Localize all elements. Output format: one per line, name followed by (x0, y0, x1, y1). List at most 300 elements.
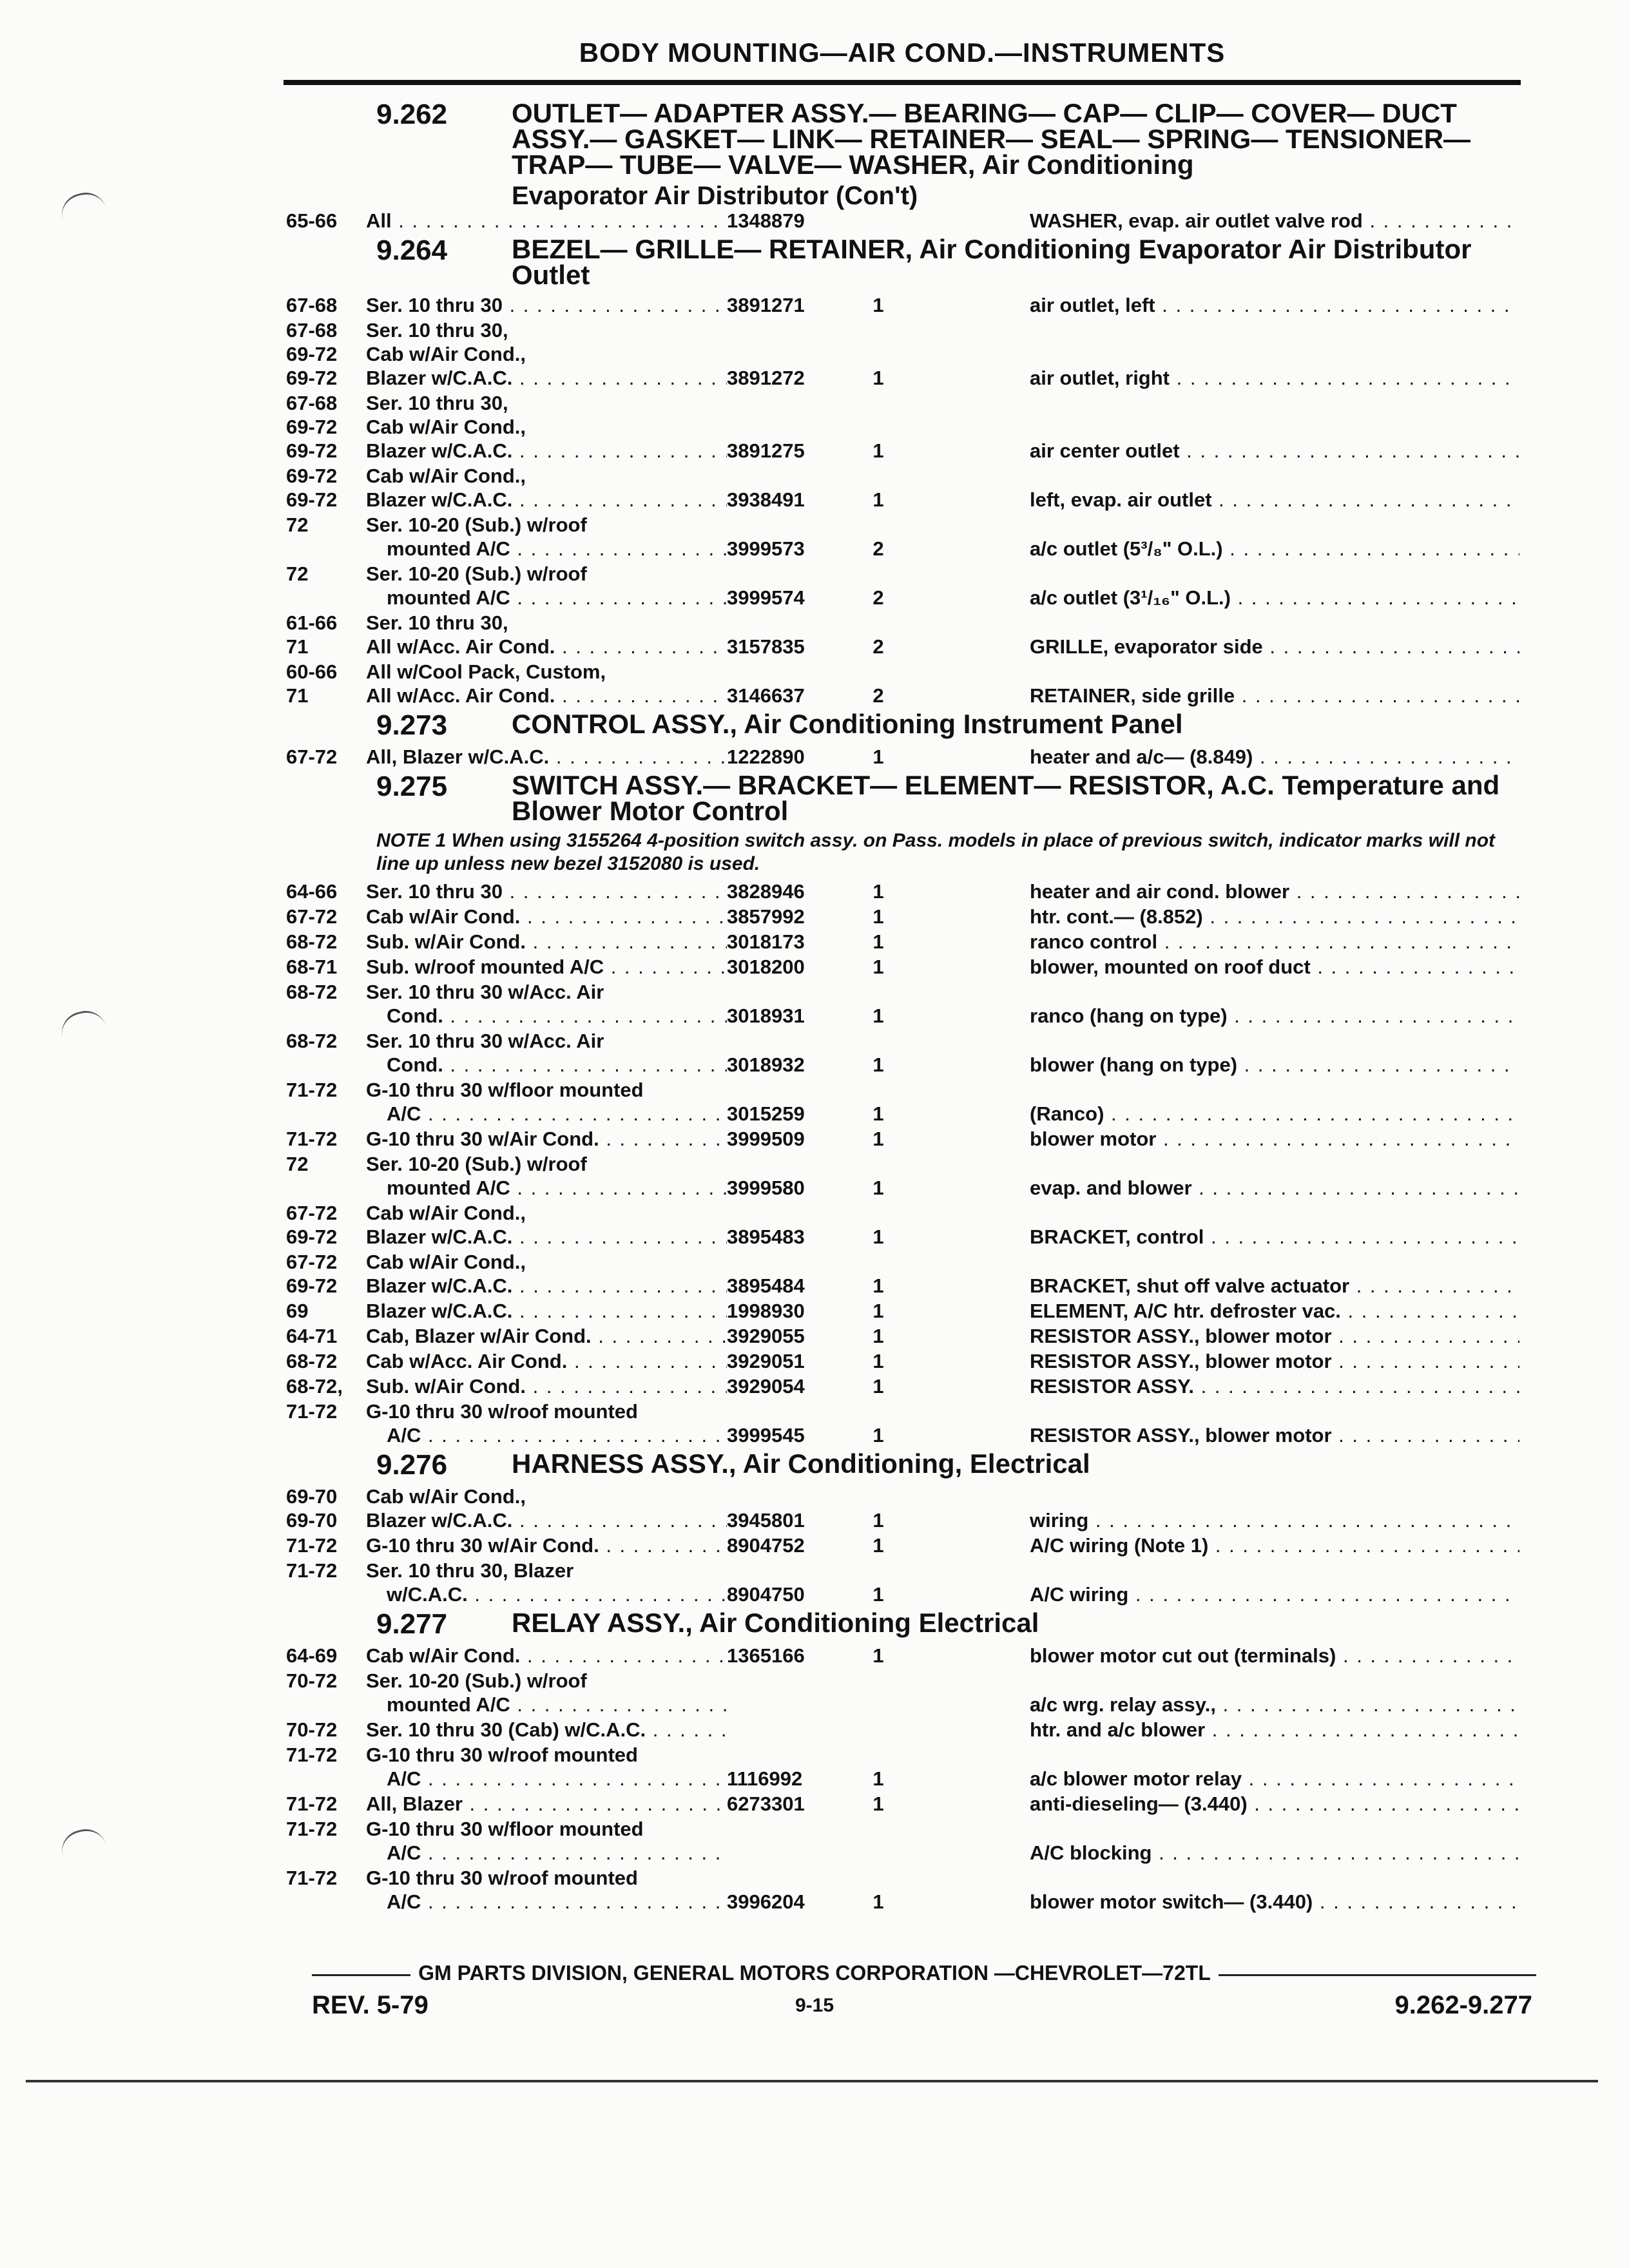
section-number: 9.276 (376, 1449, 448, 1481)
part-row (286, 209, 1521, 233)
application-line: All w/Acc. Air Cond. . . . (366, 684, 727, 707)
part-description: ranco (hang on type) . . . (901, 1004, 1519, 1028)
application-line: Cab w/Air Cond., (366, 416, 526, 438)
part-description: ranco control . . . (901, 930, 1519, 954)
application (366, 1866, 727, 1914)
application-line: Blazer w/C.A.C. . . . (366, 1299, 727, 1323)
model-years (286, 930, 366, 954)
model-year: 71-72 (286, 1818, 338, 1840)
part-description: a/c outlet (3¹/₁₆" O.L.) . . . (901, 586, 1519, 610)
part-number: 3828946 (727, 880, 805, 903)
model-year: 69-70 (286, 1485, 338, 1508)
section-title: HARNESS ASSY., Air Conditioning, Electrical (512, 1448, 1090, 1479)
model-year: 68-72 (286, 1350, 338, 1372)
part-row (286, 905, 1521, 928)
part-description: GRILLE, evaporator side . . . (901, 635, 1519, 658)
model-years (286, 905, 366, 928)
part-row (286, 1324, 1521, 1348)
part-description: anti-dieseling— (3.440) . . . (901, 1792, 1519, 1816)
catalog-section (286, 770, 1521, 1447)
part-row (286, 391, 1521, 463)
model-year: 69-72 (286, 1225, 338, 1248)
quantity: 1 (872, 956, 884, 978)
application (366, 930, 727, 954)
part-row (286, 293, 1521, 317)
section-title: OUTLET— ADAPTER ASSY.— BEARING— CAP— CLIP— COVER— DUCT ASSY.— GASKET— LINK— RETAINER— SEAL— SPRING— TENSIONER— TRAP— TUBE— VALVE— WASHER, Air Conditioning (512, 98, 1471, 180)
section-heading (286, 236, 1521, 288)
part-row (286, 879, 1521, 903)
part-description: RESISTOR ASSY., blower motor . . . (901, 1349, 1519, 1373)
part-row (286, 1533, 1521, 1557)
quantity: 1 (872, 1128, 884, 1150)
section-number: 9.273 (376, 709, 448, 741)
application-line: Ser. 10 thru 30, (366, 319, 508, 341)
quantity: 1 (872, 1350, 884, 1372)
model-year: 69-72 (286, 416, 338, 438)
part-row (286, 660, 1521, 707)
catalog-section (286, 1610, 1521, 1914)
part-row (286, 955, 1521, 979)
page-number: 9-15 (795, 1995, 834, 2016)
footer-division (0, 1961, 1629, 1985)
application-line: Cond. . . . (366, 1004, 727, 1028)
part-row (286, 930, 1521, 954)
application (366, 1349, 727, 1373)
section-title: CONTROL ASSY., Air Conditioning Instrument Panel (512, 709, 1183, 739)
model-years (286, 660, 366, 707)
model-years (286, 1644, 366, 1667)
model-year (286, 1582, 366, 1606)
application (366, 1718, 727, 1742)
part-number: 1348879 (727, 209, 805, 232)
section-range: 9.262-9.277 (1394, 1991, 1532, 2019)
model-year: 69-72 (286, 1274, 338, 1297)
quantity: 1 (872, 1583, 884, 1606)
section-heading (286, 770, 1521, 826)
application-line: G-10 thru 30 w/Air Cond. . . . (366, 1127, 727, 1151)
model-years (286, 1349, 366, 1373)
application-line: All, Blazer w/C.A.C. . . . (366, 745, 727, 769)
part-row (286, 562, 1521, 610)
part-description: htr. cont.— (8.852) . . . (901, 905, 1519, 928)
part-description: wiring . . . (901, 1508, 1519, 1532)
model-year (286, 1423, 366, 1447)
model-year: 67-68 (286, 319, 338, 341)
model-year: 70-72 (286, 1718, 338, 1741)
part-description: heater and a/c— (8.849) . . . (901, 745, 1519, 769)
part-description: ELEMENT, A/C htr. defroster vac. . . . (901, 1299, 1519, 1323)
part-number: 3996204 (727, 1890, 805, 1913)
quantity: 1 (872, 1509, 884, 1532)
quantity: 2 (872, 684, 884, 707)
quantity: 1 (872, 1375, 884, 1398)
model-years (286, 1718, 366, 1742)
part-description: BRACKET, shut off valve actuator . . . (901, 1274, 1519, 1298)
application-line: Blazer w/C.A.C. . . . (366, 439, 727, 463)
model-year: 69-72 (286, 465, 338, 487)
application-line: Ser. 10-20 (Sub.) w/roof (366, 514, 587, 536)
model-year: 71-72 (286, 1867, 338, 1889)
part-description: A/C wiring (Note 1) . . . (901, 1533, 1519, 1557)
application-line: Cab w/Air Cond. . . . (366, 905, 727, 928)
application-line: All, Blazer . . . (366, 1792, 727, 1816)
model-year: 60-66 (286, 660, 338, 683)
model-year: 68-72 (286, 1030, 338, 1052)
model-year (286, 1841, 366, 1865)
part-row (286, 1250, 1521, 1298)
application-line: Blazer w/C.A.C. . . . (366, 1508, 727, 1532)
model-year: 71-72 (286, 1400, 338, 1423)
application-line: Cab w/Air Cond., (366, 1202, 526, 1224)
application-line: Ser. 10 thru 30, Blazer (366, 1559, 574, 1582)
part-description: (Ranco) . . . (901, 1102, 1519, 1126)
part-row (286, 1399, 1521, 1447)
part-description: RETAINER, side grille . . . (901, 684, 1519, 707)
application-line: A/C . . . (366, 1102, 727, 1126)
application-line: mounted A/C . . . (366, 537, 727, 561)
model-year: 72 (286, 562, 309, 585)
part-description: WASHER, evap. air outlet valve rod . . . (901, 209, 1519, 233)
part-row (286, 1743, 1521, 1791)
part-number: 3999545 (727, 1424, 805, 1446)
part-row (286, 1559, 1521, 1606)
application-line: A/C . . . (366, 1841, 727, 1865)
quantity: 1 (872, 1177, 884, 1199)
quantity: 1 (872, 367, 884, 389)
revision-label: REV. 5-79 (312, 1991, 429, 2019)
application-line: Ser. 10 thru 30 w/Acc. Air (366, 1030, 604, 1052)
application-line: Cond. . . . (366, 1053, 727, 1077)
part-number: 3157835 (727, 635, 805, 658)
model-year: 71-72 (286, 1792, 338, 1815)
application (366, 745, 727, 769)
model-year: 64-66 (286, 880, 338, 903)
application-line: A/C . . . (366, 1423, 727, 1447)
quantity: 1 (872, 1644, 884, 1667)
section-number: 9.275 (376, 771, 448, 802)
model-years (286, 1792, 366, 1816)
application (366, 879, 727, 903)
part-number: 3999580 (727, 1177, 805, 1199)
model-years (286, 1374, 366, 1398)
application (366, 1743, 727, 1791)
part-number: 1222890 (727, 745, 805, 768)
application-line: Blazer w/C.A.C. . . . (366, 366, 727, 390)
quantity: 1 (872, 1534, 884, 1557)
application-line: G-10 thru 30 w/roof mounted (366, 1400, 638, 1423)
model-years (286, 980, 366, 1028)
quantity: 2 (872, 635, 884, 658)
application-line: Ser. 10 thru 30, (366, 392, 508, 414)
application (366, 209, 727, 233)
part-number: 3146637 (727, 684, 805, 707)
model-year: 61-66 (286, 611, 338, 634)
model-years (286, 1152, 366, 1200)
model-year: 72 (286, 1153, 309, 1175)
part-number: 3999509 (727, 1128, 805, 1150)
application-line: Ser. 10-20 (Sub.) w/roof (366, 562, 587, 585)
part-description: heater and air cond. blower . . . (901, 879, 1519, 903)
quantity: 2 (872, 586, 884, 609)
part-description: air outlet, right . . . (901, 366, 1519, 390)
model-year: 71-72 (286, 1534, 338, 1557)
application-line: Cab w/Air Cond., (366, 1485, 526, 1508)
part-row (286, 1485, 1521, 1532)
section-subtitle: Evaporator Air Distributor (Con't) (512, 182, 918, 210)
part-number: 3945801 (727, 1509, 805, 1532)
model-year (286, 1102, 366, 1126)
model-year: 65-66 (286, 209, 338, 232)
part-description: evap. and blower . . . (901, 1176, 1519, 1200)
part-description: blower motor switch— (3.440) . . . (901, 1890, 1519, 1914)
model-year: 68-72 (286, 981, 338, 1003)
quantity: 1 (872, 1767, 884, 1790)
application (366, 1399, 727, 1447)
application (366, 1127, 727, 1151)
part-row (286, 1201, 1521, 1249)
model-year: 69-72 (286, 439, 338, 462)
model-year: 67-72 (286, 905, 338, 928)
footer-division-text: GM PARTS DIVISION, GENERAL MOTORS CORPORATION —CHEVROLET—72TL (410, 1961, 1219, 1984)
model-years (286, 1299, 366, 1323)
model-years (286, 1533, 366, 1557)
quantity: 1 (872, 1102, 884, 1125)
model-year: 71 (286, 684, 309, 707)
application (366, 1533, 727, 1557)
model-years (286, 1866, 366, 1914)
quantity: 1 (872, 1053, 884, 1076)
model-year (286, 586, 366, 610)
part-number: 8904750 (727, 1583, 805, 1606)
application-line: Blazer w/C.A.C. . . . (366, 1274, 727, 1298)
part-description: blower motor . . . (901, 1127, 1519, 1151)
model-years (286, 1817, 366, 1865)
part-number: 3999574 (727, 586, 805, 609)
part-description: left, evap. air outlet . . . (901, 488, 1519, 512)
model-year: 70-72 (286, 1669, 338, 1692)
application-line: Ser. 10-20 (Sub.) w/roof (366, 1153, 587, 1175)
quantity: 1 (872, 745, 884, 768)
part-description: htr. and a/c blower . . . (901, 1718, 1519, 1742)
part-description: blower motor cut out (terminals) . . . (901, 1644, 1519, 1667)
application (366, 1669, 727, 1716)
section-title: SWITCH ASSY.— BRACKET— ELEMENT— RESISTOR, A.C. Temperature and Blower Motor Control (512, 770, 1500, 826)
model-years (286, 513, 366, 561)
application-line: Blazer w/C.A.C. . . . (366, 1225, 727, 1249)
model-year: 69 (286, 1300, 309, 1322)
part-description: A/C blocking . . . (901, 1841, 1519, 1865)
model-year: 68-71 (286, 956, 338, 978)
model-year: 68-72 (286, 930, 338, 953)
application (366, 1250, 727, 1298)
part-description: RESISTOR ASSY., blower motor . . . (901, 1324, 1519, 1348)
section-heading (286, 1448, 1521, 1481)
part-row (286, 1644, 1521, 1667)
quantity: 1 (872, 905, 884, 928)
application (366, 1029, 727, 1077)
quantity: 1 (872, 294, 884, 316)
application (366, 980, 727, 1028)
part-row (286, 1866, 1521, 1914)
binder-hole-mark (57, 188, 106, 220)
application-line: Ser. 10 thru 30 . . . (366, 293, 727, 317)
model-years (286, 1743, 366, 1791)
quantity: 1 (872, 1004, 884, 1027)
application (366, 1374, 727, 1398)
application (366, 1792, 727, 1816)
section-title: RELAY ASSY., Air Conditioning Electrical (512, 1608, 1039, 1638)
part-row (286, 1029, 1521, 1077)
model-year: 71 (286, 635, 309, 658)
part-description: RESISTOR ASSY. . . . (901, 1374, 1519, 1398)
part-description: air center outlet . . . (901, 439, 1519, 463)
quantity: 2 (872, 537, 884, 560)
model-years (286, 1029, 366, 1077)
model-years (286, 293, 366, 317)
part-row (286, 1374, 1521, 1398)
part-description: blower (hang on type) . . . (901, 1053, 1519, 1077)
part-description: a/c blower motor relay . . . (901, 1767, 1519, 1791)
model-year: 71-72 (286, 1559, 338, 1582)
section-heading (286, 98, 1521, 180)
part-description: RESISTOR ASSY., blower motor . . . (901, 1423, 1519, 1447)
application-line: mounted A/C . . . (366, 1176, 727, 1200)
application-line: Ser. 10 thru 30 w/Acc. Air (366, 981, 604, 1003)
model-years (286, 1250, 366, 1298)
parts-catalog-body (286, 97, 1521, 1915)
quantity: 1 (872, 1300, 884, 1322)
quantity: 1 (872, 930, 884, 953)
quantity: 1 (872, 439, 884, 462)
application-line: Cab w/Air Cond., (366, 343, 526, 365)
model-years (286, 1399, 366, 1447)
application-line: A/C . . . (366, 1890, 727, 1914)
part-number: 3929051 (727, 1350, 805, 1372)
application (366, 1299, 727, 1323)
application-line: Blazer w/C.A.C. . . . (366, 488, 727, 512)
model-years (286, 955, 366, 979)
model-years (286, 1669, 366, 1716)
page-title: BODY MOUNTING—AIR COND.—INSTRUMENTS (579, 37, 1226, 68)
application-line: Ser. 10 thru 30 . . . (366, 879, 727, 903)
model-year: 64-71 (286, 1325, 338, 1347)
part-number: 3891271 (727, 294, 805, 316)
application-line: All . . . (366, 209, 727, 233)
model-years (286, 611, 366, 658)
part-row (286, 980, 1521, 1028)
model-years (286, 464, 366, 512)
model-years (286, 1078, 366, 1126)
model-year (286, 1176, 366, 1200)
part-row (286, 1718, 1521, 1742)
part-row (286, 1792, 1521, 1816)
model-years (286, 1485, 366, 1532)
application (366, 318, 727, 390)
part-number: 3857992 (727, 905, 805, 928)
application (366, 1644, 727, 1667)
quantity: 1 (872, 1792, 884, 1815)
application-line: G-10 thru 30 w/roof mounted (366, 1867, 638, 1889)
part-number: 3891272 (727, 367, 805, 389)
model-years (286, 209, 366, 233)
part-number: 3999573 (727, 537, 805, 560)
quantity: 1 (872, 1890, 884, 1913)
quantity: 1 (872, 1274, 884, 1297)
application-line: Sub. w/roof mounted A/C . . . (366, 955, 727, 979)
application-line: Ser. 10-20 (Sub.) w/roof (366, 1669, 587, 1692)
part-row (286, 611, 1521, 658)
model-year: 67-72 (286, 1202, 338, 1224)
section-number: 9.262 (376, 99, 448, 130)
application (366, 1559, 727, 1606)
application-line: G-10 thru 30 w/roof mounted (366, 1744, 638, 1766)
application-line: mounted A/C . . . (366, 586, 727, 610)
application-line: Cab w/Air Cond. . . . (366, 1644, 727, 1667)
application-line: Sub. w/Air Cond. . . . (366, 930, 727, 954)
part-number: 1365166 (727, 1644, 805, 1667)
model-years (286, 1201, 366, 1249)
part-number: 3018931 (727, 1004, 805, 1027)
application (366, 562, 727, 610)
model-year (286, 1693, 366, 1716)
model-years (286, 562, 366, 610)
binder-hole-mark (57, 1006, 106, 1038)
model-year: 67-72 (286, 745, 338, 768)
application-line: Sub. w/Air Cond. . . . (366, 1374, 727, 1398)
part-number: 1116992 (727, 1767, 803, 1790)
model-year: 67-72 (286, 1251, 338, 1273)
application (366, 611, 727, 658)
section-heading (286, 711, 1521, 740)
model-years (286, 318, 366, 390)
application (366, 955, 727, 979)
application (366, 293, 727, 317)
application (366, 1324, 727, 1348)
section-number: 9.277 (376, 1608, 448, 1640)
part-number: 3938491 (727, 488, 805, 511)
part-description: A/C wiring . . . (901, 1582, 1519, 1606)
catalog-section (286, 98, 1521, 233)
model-years (286, 1324, 366, 1348)
model-year (286, 537, 366, 561)
part-description: a/c outlet (5³/₈" O.L.) . . . (901, 537, 1519, 561)
model-year (286, 1053, 366, 1077)
application (366, 391, 727, 463)
application-line: Ser. 10 thru 30, (366, 611, 508, 634)
application-line: G-10 thru 30 w/Air Cond. . . . (366, 1533, 727, 1557)
part-number: 1998930 (727, 1300, 805, 1322)
application (366, 464, 727, 512)
catalog-section (286, 711, 1521, 769)
part-number: 3015259 (727, 1102, 805, 1125)
application (366, 1485, 727, 1532)
part-number: 3018200 (727, 956, 805, 978)
model-year: 72 (286, 514, 309, 536)
part-number: 6273301 (727, 1792, 805, 1815)
part-row (286, 1152, 1521, 1200)
quantity: 1 (872, 488, 884, 511)
part-row (286, 745, 1521, 769)
part-row (286, 1078, 1521, 1126)
part-description: BRACKET, control . . . (901, 1225, 1519, 1249)
application-line: Cab w/Acc. Air Cond. . . . (366, 1349, 727, 1373)
model-year (286, 1004, 366, 1028)
model-year: 69-70 (286, 1509, 338, 1532)
part-row (286, 318, 1521, 390)
part-number: 3929055 (727, 1325, 805, 1347)
model-year (286, 1767, 366, 1791)
application-line: Cab, Blazer w/Air Cond. . . . (366, 1324, 727, 1348)
